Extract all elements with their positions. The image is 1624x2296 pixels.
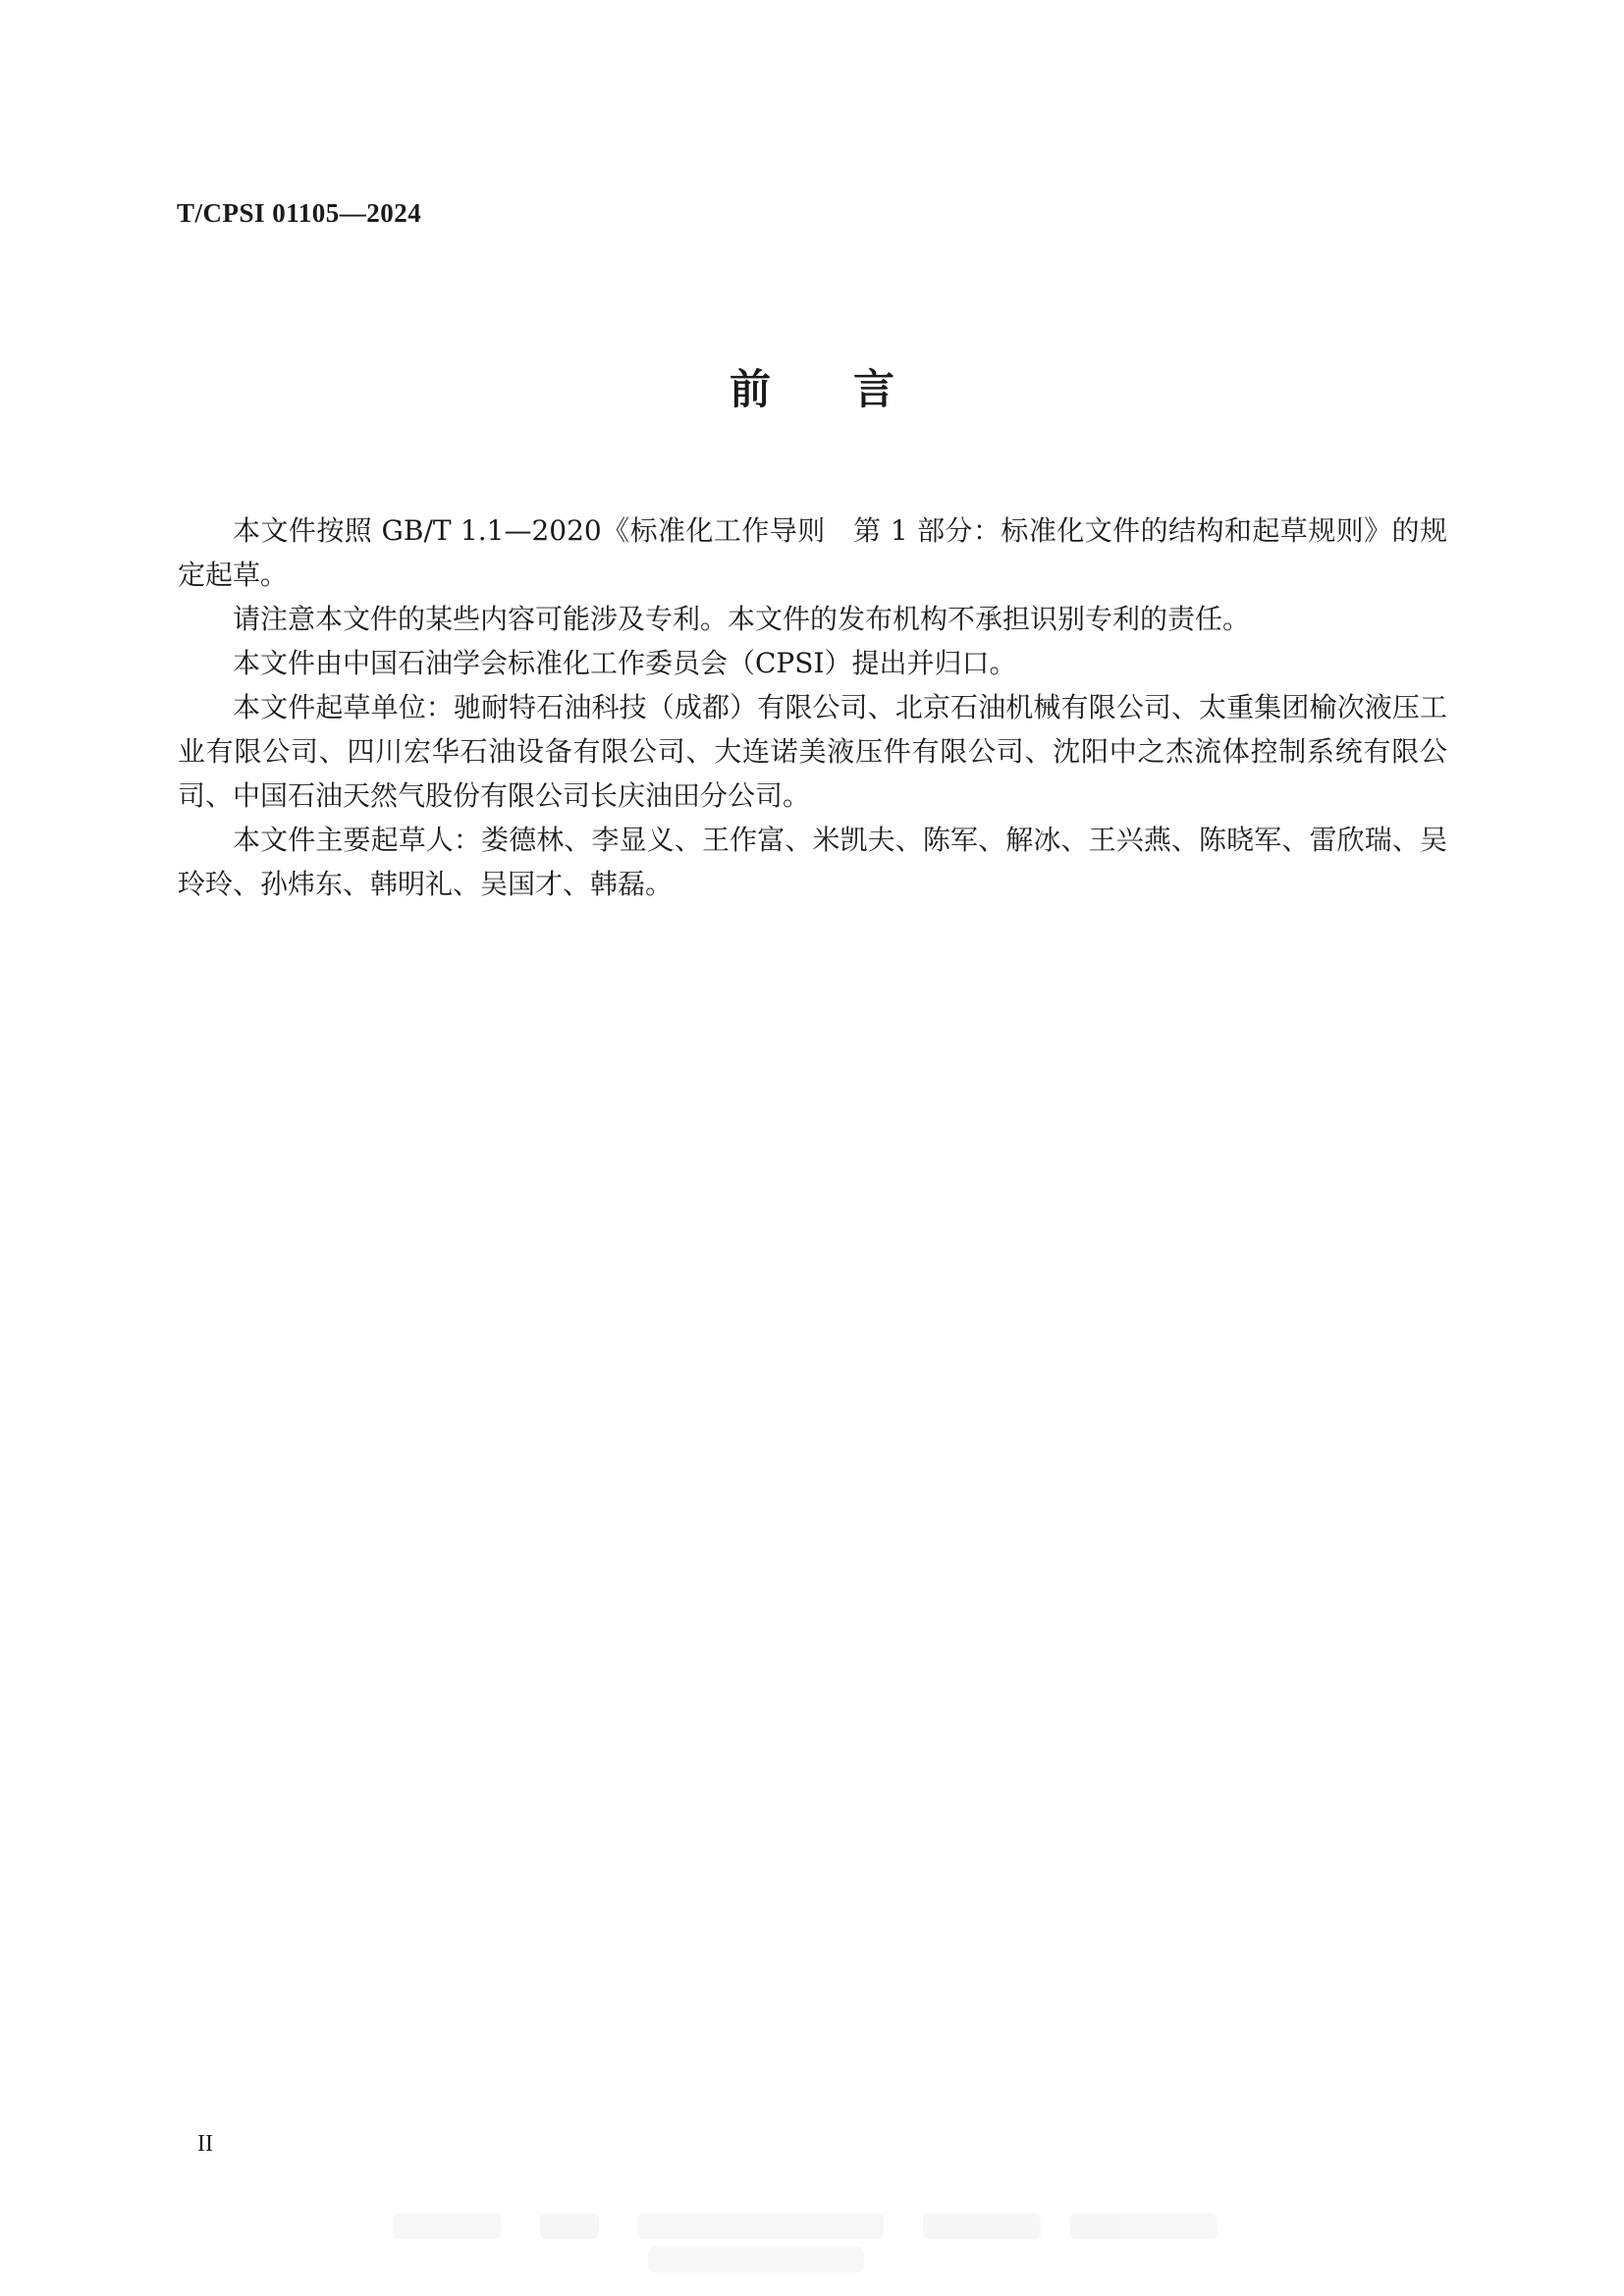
page-number: II [197,2131,213,2157]
paragraph-drafting-units: 本文件起草单位：驰耐特石油科技（成都）有限公司、北京石油机械有限公司、太重集团榆次液压工业有限公司、四川宏华石油设备有限公司、大连诺美液压件有限公司、沈阳中之杰流体控制系统有限公司、中国石油天然气股份有限公司长庆油田分公司。 [178,691,1447,812]
foreword-body [178,508,1447,906]
paragraph-drafting-rules: 本文件按照 GB/T 1.1—2020《标准化工作导则 第 1 部分：标准化文件的结构和起草规则》的规定起草。 [178,514,1447,591]
footer-watermark [393,2214,1257,2282]
paragraph-drafters: 本文件主要起草人：娄德林、李显义、王作富、米凯夫、陈军、解冰、王兴燕、陈晓军、雷欣瑞、吴玲玲、孙炜东、韩明礼、吴国才、韩磊。 [178,824,1447,900]
page-title: 前言 [729,365,977,413]
paragraph-patent-notice: 请注意本文件的某些内容可能涉及专利。本文件的发布机构不承担识别专利的责任。 [233,603,1251,635]
document-code: T/CPSI 01105—2024 [177,198,422,228]
paragraph-proposer: 本文件由中国石油学会标准化工作委员会（CPSI）提出并归口。 [233,647,1017,679]
